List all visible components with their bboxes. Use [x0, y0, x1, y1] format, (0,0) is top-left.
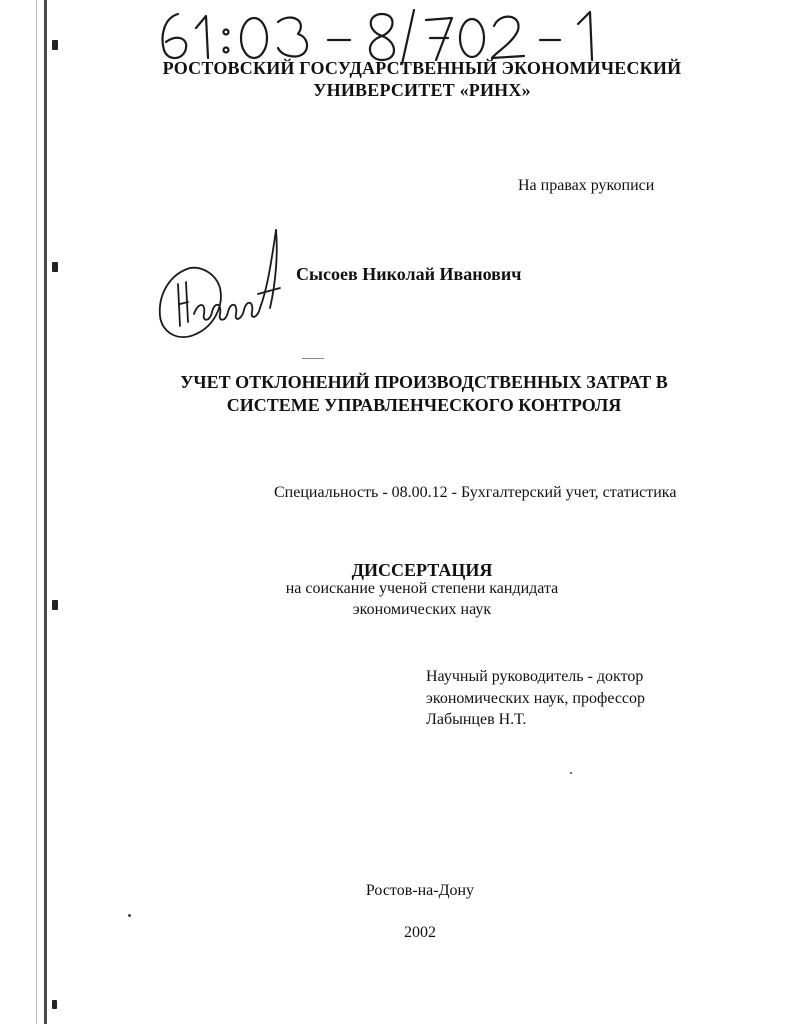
handwritten-signature-icon	[150, 222, 290, 344]
scan-binding-line	[44, 0, 47, 1024]
scan-speck	[570, 772, 572, 774]
scan-mark	[52, 262, 58, 272]
university-name-line-2: УНИВЕРСИТЕТ «РИНХ»	[313, 80, 531, 100]
year: 2002	[404, 924, 436, 941]
scan-binding-shadow	[36, 0, 37, 1024]
dissertation-title-line-2: СИСТЕМЕ УПРАВЛЕНЧЕСКОГО КОНТРОЛЯ	[226, 395, 622, 415]
advisor-line-2: экономических наук, профессор	[426, 690, 646, 707]
scan-mark	[52, 40, 58, 50]
author-name: Сысоев Николай Иванович	[296, 264, 522, 284]
degree-line-1: на соискание ученой степени кандидата	[285, 580, 559, 597]
dissertation-heading: ДИССЕРТАЦИЯ	[351, 560, 493, 580]
advisor-name: Лабынцев Н.Т.	[426, 711, 527, 728]
dissertation-title-line-1: УЧЕТ ОТКЛОНЕНИЙ ПРОИЗВОДСТВЕННЫХ ЗАТРАТ В	[180, 372, 668, 392]
degree-line-2: экономических наук	[352, 601, 492, 618]
specialty-line: Специальность - 08.00.12 - Бухгалтерский учет, статистика	[274, 484, 677, 501]
university-name-line-1: РОСТОВСКИЙ ГОСУДАРСТВЕННЫЙ ЭКОНОМИЧЕСКИЙ	[162, 58, 682, 78]
scan-mark	[52, 1000, 57, 1009]
scan-speck	[302, 358, 324, 359]
manuscript-rights-note: На правах рукописи	[518, 177, 655, 194]
handwritten-archive-number-icon	[150, 6, 630, 66]
advisor-line-1: Научный руководитель - доктор	[426, 668, 644, 685]
scan-speck	[128, 914, 131, 917]
city: Ростов-на-Дону	[365, 882, 475, 899]
